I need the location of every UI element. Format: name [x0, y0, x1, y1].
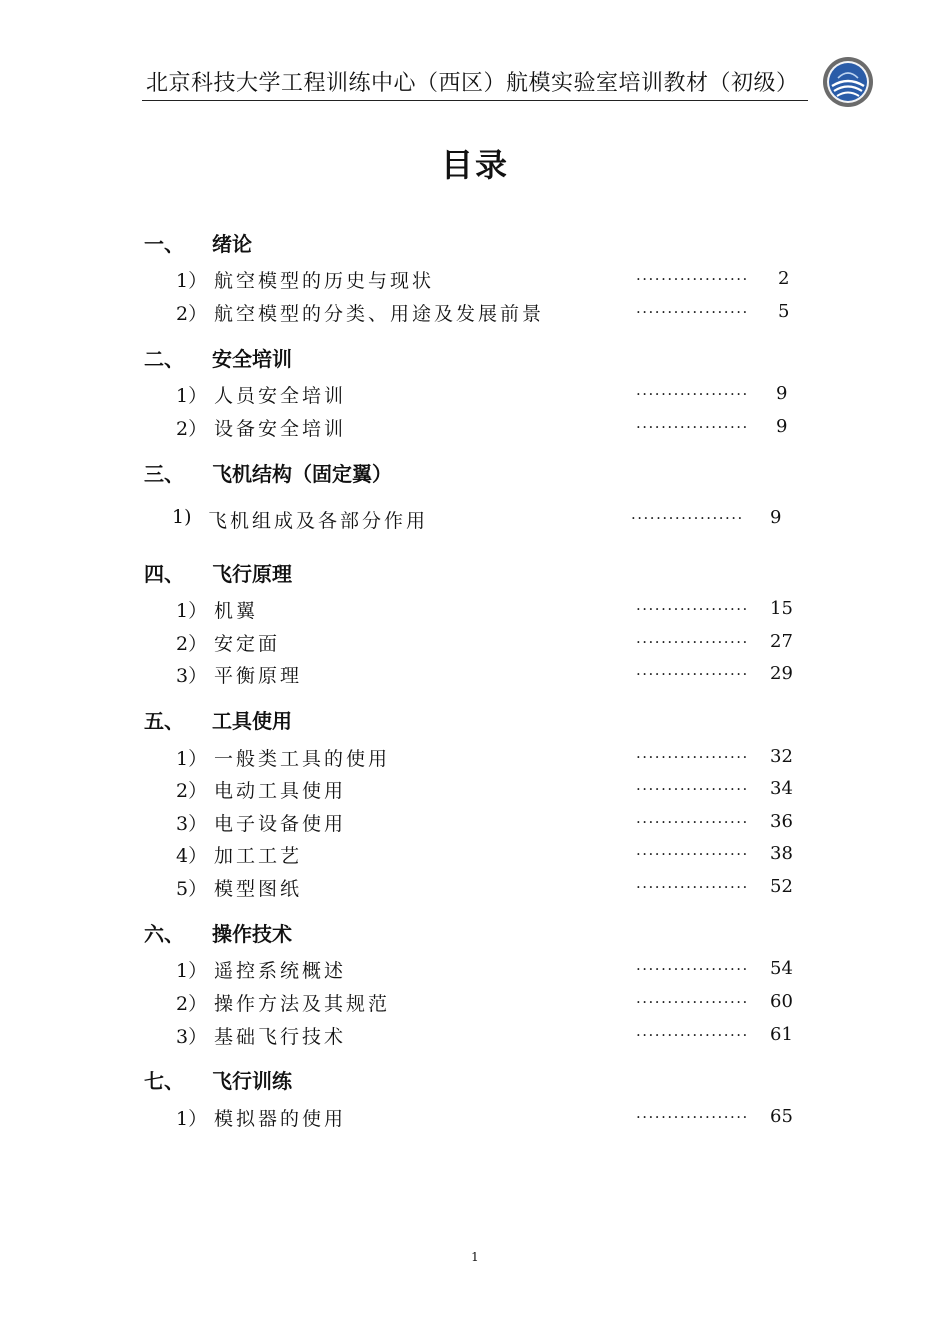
toc-leader-dots: ·················· [636, 1108, 749, 1126]
toc-entry-number: 3） [176, 1026, 208, 1048]
toc-entry-number: 2） [176, 780, 208, 802]
toc-entry-label: 模型图纸 [214, 878, 303, 900]
page-header [142, 60, 808, 101]
section-title: 飞行训练 [212, 1069, 292, 1093]
header-title: 北京科技大学工程训练中心（西区）航模实验室培训教材（初级） [146, 71, 799, 96]
toc-entry-number: 1） [176, 600, 208, 622]
toc-leader-dots: ·················· [636, 813, 749, 831]
toc-entry-number: 3） [176, 665, 208, 687]
university-logo-icon [822, 56, 874, 108]
section-title: 操作技术 [212, 922, 292, 946]
toc-entry-number: 2） [176, 633, 208, 655]
toc-leader-dots: ·················· [636, 633, 749, 651]
toc-leader-dots: ·················· [636, 600, 749, 618]
toc-page-number: 61 [770, 1024, 793, 1045]
toc-leader-dots: ·················· [636, 780, 749, 798]
toc-entry-number: 1） [176, 1108, 208, 1130]
toc-leader-dots: ·················· [631, 509, 744, 527]
toc-entry-label: 安定面 [214, 633, 281, 655]
toc-entry-label: 电子设备使用 [214, 813, 347, 835]
section-title: 飞机结构（固定翼） [212, 462, 392, 486]
section-number: 七、 [144, 1069, 184, 1093]
toc-entry-label: 飞机组成及各部分作用 [208, 510, 429, 532]
toc-page-number: 54 [770, 958, 793, 979]
section-title: 飞行原理 [212, 562, 292, 586]
toc-entry-number: 5） [176, 878, 208, 900]
toc-leader-dots: ·················· [636, 748, 749, 766]
page-number: 1 [471, 1250, 479, 1264]
toc-entry-number: 1） [176, 385, 208, 407]
section-number: 三、 [144, 462, 184, 486]
toc-entry-label: 机翼 [214, 600, 259, 622]
toc-leader-dots: ·················· [636, 270, 749, 288]
toc-leader-dots: ·················· [636, 960, 749, 978]
toc-leader-dots: ·················· [636, 665, 749, 683]
toc-page-number: 36 [770, 811, 793, 832]
toc-page-number: 2 [778, 268, 790, 289]
section-title: 绪论 [212, 232, 252, 256]
toc-leader-dots: ·················· [636, 878, 749, 896]
section-number: 五、 [144, 709, 184, 733]
toc-page-number: 38 [770, 843, 793, 864]
section-title: 工具使用 [212, 709, 292, 733]
toc-page-number: 9 [776, 383, 788, 404]
toc-page-number: 65 [770, 1106, 793, 1127]
toc-entry-number: 4） [176, 845, 208, 867]
section-number: 一、 [144, 232, 184, 256]
toc-entry-label: 基础飞行技术 [214, 1026, 347, 1048]
toc-leader-dots: ·················· [636, 303, 749, 321]
toc-entry-number: 2） [176, 303, 208, 325]
toc-page-number: 15 [770, 598, 793, 619]
toc-entry-label: 遥控系统概述 [214, 960, 347, 982]
toc-page-number: 5 [778, 301, 790, 322]
section-number: 四、 [144, 562, 184, 586]
toc-leader-dots: ·················· [636, 385, 749, 403]
toc-entry-label: 设备安全培训 [214, 418, 347, 440]
toc-page-number: 9 [770, 507, 782, 528]
toc-page-number: 29 [770, 663, 793, 684]
toc-page-number: 52 [770, 876, 793, 897]
toc-entry-number: 2） [176, 993, 208, 1015]
toc-entry-label: 航空模型的分类、用途及发展前景 [214, 303, 545, 325]
toc-leader-dots: ·················· [636, 418, 749, 436]
toc-entry-label: 平衡原理 [214, 665, 303, 687]
toc-entry-number: 1） [176, 960, 208, 982]
toc-page-number: 60 [770, 991, 793, 1012]
toc-entry-label: 模拟器的使用 [214, 1108, 347, 1130]
section-number: 二、 [144, 347, 184, 371]
toc-entry-number: 1） [176, 270, 208, 292]
toc-page-number: 27 [770, 631, 793, 652]
section-number: 六、 [144, 922, 184, 946]
toc-entry-number: 1) [172, 506, 192, 528]
toc-entry-label: 操作方法及其规范 [214, 993, 391, 1015]
toc-leader-dots: ·················· [636, 845, 749, 863]
toc-page-number: 9 [776, 416, 788, 437]
toc-entry-label: 一般类工具的使用 [214, 748, 391, 770]
toc-page-number: 32 [770, 746, 793, 767]
toc-entry-number: 1） [176, 748, 208, 770]
toc-entry-number: 3） [176, 813, 208, 835]
section-title: 安全培训 [212, 347, 292, 371]
toc-leader-dots: ·················· [636, 993, 749, 1011]
toc-entry-label: 加工工艺 [214, 845, 303, 867]
toc-entry-label: 电动工具使用 [214, 780, 347, 802]
toc-leader-dots: ·················· [636, 1026, 749, 1044]
toc-entry-label: 人员安全培训 [214, 385, 347, 407]
toc-entry-number: 2） [176, 418, 208, 440]
toc-entry-label: 航空模型的历史与现状 [214, 270, 435, 292]
page-title: 目录 [440, 146, 509, 184]
toc-page-number: 34 [770, 778, 793, 799]
